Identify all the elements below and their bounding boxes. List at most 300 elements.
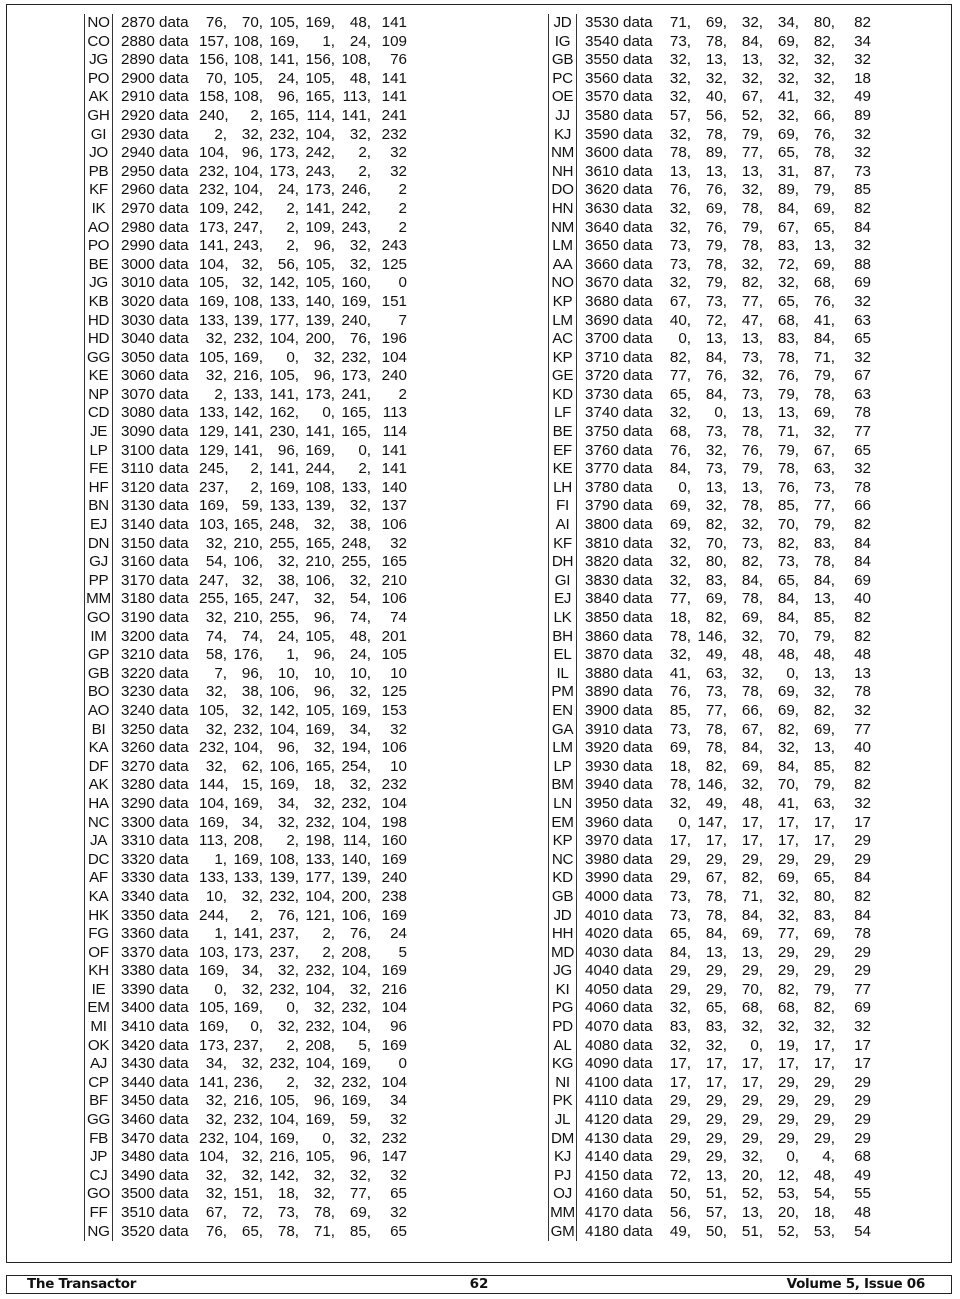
data-value: 169, <box>269 32 299 50</box>
data-value: 32 <box>854 460 871 478</box>
checksum-code: AJ <box>85 1055 113 1074</box>
data-value: 29, <box>741 1129 763 1147</box>
data-value: 29, <box>813 1129 835 1147</box>
line-number: 4050 <box>585 980 619 998</box>
data-value: 2, <box>358 162 371 180</box>
line-number: 3090 <box>121 423 155 441</box>
data-value: 69, <box>777 125 799 143</box>
checksum-code: PB <box>85 163 113 182</box>
data-value: 169, <box>305 720 335 738</box>
checksum-code: GA <box>549 721 577 740</box>
data-value: 32, <box>669 646 691 664</box>
listing-row <box>85 349 407 368</box>
data-value: 106, <box>269 757 299 775</box>
code-line <box>577 535 871 554</box>
data-value: 133, <box>199 869 229 887</box>
checksum-code: EJ <box>85 516 113 535</box>
data-values <box>199 479 407 498</box>
data-value: 69, <box>813 720 835 738</box>
data-values <box>199 1204 407 1223</box>
listing-row <box>85 999 407 1018</box>
data-value: 208, <box>305 1036 335 1054</box>
data-value: 74 <box>390 609 407 626</box>
data-value: 232 <box>381 1129 407 1147</box>
line-number: 4090 <box>585 1055 619 1073</box>
checksum-code: KD <box>549 386 577 405</box>
listing-row <box>549 1111 871 1130</box>
listing-row <box>549 237 871 256</box>
data-value: 77, <box>349 1185 371 1203</box>
data-values <box>199 330 407 349</box>
data-value: 13, <box>813 237 835 255</box>
data-values <box>199 665 407 684</box>
data-value: 32 <box>854 292 871 310</box>
listing-row <box>85 70 407 89</box>
data-value: 109, <box>199 199 229 217</box>
code-line <box>113 460 407 479</box>
data-value: 32, <box>705 497 727 515</box>
listing-row <box>549 609 871 628</box>
data-value: 32, <box>349 1129 371 1147</box>
data-value: 242, <box>233 199 263 217</box>
code-line <box>577 293 871 312</box>
data-value: 70, <box>741 980 763 998</box>
data-keyword: data <box>159 1148 189 1166</box>
data-value: 32, <box>669 199 691 217</box>
data-value: 29, <box>669 869 691 887</box>
data-value: 165, <box>269 106 299 124</box>
data-value: 65, <box>705 999 727 1017</box>
data-keyword: data <box>623 311 653 329</box>
line-number: 3650 <box>585 237 619 255</box>
data-keyword: data <box>623 1185 653 1203</box>
data-value: 133, <box>199 311 229 329</box>
data-values <box>663 888 871 907</box>
data-value: 105, <box>199 999 229 1017</box>
line-number: 3700 <box>585 330 619 348</box>
checksum-code: JE <box>85 423 113 442</box>
line-number: 3480 <box>121 1148 155 1166</box>
data-value: 96, <box>277 441 299 459</box>
data-value: 29, <box>669 1148 691 1166</box>
data-value: 79, <box>741 125 763 143</box>
data-value: 29 <box>854 1129 871 1147</box>
code-line <box>113 683 407 702</box>
data-value: 1, <box>322 32 335 50</box>
data-value: 34, <box>277 794 299 812</box>
checksum-code: KB <box>85 293 113 312</box>
line-number: 3830 <box>585 571 619 589</box>
data-value: 72, <box>669 1166 691 1184</box>
data-value: 242, <box>341 199 371 217</box>
data-keyword: data <box>159 497 189 515</box>
checksum-code: EL <box>549 646 577 665</box>
data-value: 32, <box>241 701 263 719</box>
data-value: 32, <box>741 14 763 31</box>
data-value: 88 <box>854 255 871 273</box>
data-value: 76, <box>669 181 691 199</box>
data-value: 38, <box>277 571 299 589</box>
code-line <box>577 14 871 33</box>
checksum-code: JJ <box>549 107 577 126</box>
data-values <box>199 144 407 163</box>
checksum-code: DN <box>85 535 113 554</box>
line-number: 3120 <box>121 478 155 496</box>
data-values <box>199 200 407 219</box>
data-value: 232, <box>199 181 229 199</box>
data-value: 84, <box>669 460 691 478</box>
data-value: 96, <box>313 646 335 664</box>
data-value: 41, <box>813 311 835 329</box>
code-line <box>113 200 407 219</box>
data-value: 77, <box>669 590 691 608</box>
code-line <box>113 925 407 944</box>
data-values <box>199 814 407 833</box>
checksum-code: LH <box>549 479 577 498</box>
data-value: 169, <box>341 1055 371 1073</box>
data-value: 160, <box>341 274 371 292</box>
checksum-code: NC <box>85 814 113 833</box>
checksum-code: HF <box>85 479 113 498</box>
data-keyword: data <box>623 385 653 403</box>
data-value: 104, <box>233 181 263 199</box>
data-value: 32, <box>669 999 691 1017</box>
data-value: 17, <box>813 832 835 850</box>
listing-row <box>85 851 407 870</box>
data-value: 48, <box>349 69 371 87</box>
data-value: 18, <box>277 1185 299 1203</box>
data-value: 104 <box>381 999 407 1017</box>
line-number: 2870 <box>121 14 155 31</box>
checksum-code: JD <box>549 14 577 33</box>
listing-row <box>85 1148 407 1167</box>
data-value: 2, <box>214 385 227 403</box>
data-value: 2, <box>286 1073 299 1091</box>
data-value: 78, <box>705 125 727 143</box>
line-number: 3630 <box>585 199 619 217</box>
checksum-code: KJ <box>549 1148 577 1167</box>
listing-row <box>549 1223 871 1242</box>
data-value: 216, <box>269 1148 299 1166</box>
data-keyword: data <box>623 255 653 273</box>
code-line <box>113 479 407 498</box>
data-keyword: data <box>159 1018 189 1036</box>
data-keyword: data <box>623 962 653 980</box>
code-line <box>113 107 407 126</box>
data-values <box>663 907 871 926</box>
data-value: 105, <box>305 627 335 645</box>
listing-row <box>549 553 871 572</box>
data-values <box>663 88 871 107</box>
listing-row <box>549 479 871 498</box>
data-value: 41, <box>777 88 799 106</box>
data-value: 0, <box>714 404 727 422</box>
data-value: 79, <box>741 218 763 236</box>
data-value: 141, <box>199 237 229 255</box>
data-value: 67, <box>777 218 799 236</box>
data-value: 105, <box>305 69 335 87</box>
data-value: 84, <box>777 199 799 217</box>
data-value: 63, <box>705 664 727 682</box>
line-number: 4080 <box>585 1036 619 1054</box>
code-line <box>577 683 871 702</box>
data-keyword: data <box>159 292 189 310</box>
code-line <box>113 832 407 851</box>
data-value: 32, <box>777 887 799 905</box>
checksum-code: EJ <box>549 590 577 609</box>
listing-row <box>85 832 407 851</box>
data-values <box>663 851 871 870</box>
line-number: 3940 <box>585 776 619 794</box>
data-value: 230, <box>269 423 299 441</box>
data-value: 198, <box>305 832 335 850</box>
line-number: 3350 <box>121 906 155 924</box>
code-line <box>577 442 871 461</box>
data-value: 157, <box>199 32 229 50</box>
line-number: 4100 <box>585 1073 619 1091</box>
data-value: 29, <box>705 1092 727 1110</box>
data-value: 84, <box>777 590 799 608</box>
data-keyword: data <box>159 385 189 403</box>
line-number: 3950 <box>585 794 619 812</box>
data-value: 83, <box>705 1018 727 1036</box>
code-line <box>113 442 407 461</box>
data-value: 2, <box>250 106 263 124</box>
checksum-code: NP <box>85 386 113 405</box>
data-value: 29, <box>705 1148 727 1166</box>
data-value: 247, <box>269 590 299 608</box>
data-values <box>199 646 407 665</box>
data-value: 10 <box>390 757 407 775</box>
listing-row <box>85 646 407 665</box>
code-line <box>113 293 407 312</box>
line-number: 2940 <box>121 144 155 162</box>
data-keyword: data <box>623 720 653 738</box>
line-number: 3440 <box>121 1073 155 1091</box>
checksum-code: NO <box>549 274 577 293</box>
checksum-code: KP <box>549 832 577 851</box>
data-value: 79, <box>813 367 835 385</box>
line-number: 2880 <box>121 32 155 50</box>
data-value: 141 <box>381 14 407 31</box>
data-value: 53, <box>813 1222 835 1240</box>
data-value: 13, <box>705 1166 727 1184</box>
line-number: 3520 <box>121 1222 155 1240</box>
data-values <box>199 349 407 368</box>
data-value: 125 <box>381 255 407 273</box>
data-values <box>199 312 407 331</box>
data-value: 32, <box>777 51 799 69</box>
data-value: 78, <box>705 906 727 924</box>
data-value: 34, <box>205 1055 227 1073</box>
listing-row <box>549 721 871 740</box>
code-line <box>113 646 407 665</box>
checksum-code: GG <box>85 1111 113 1130</box>
listing-row <box>85 367 407 386</box>
data-keyword: data <box>159 274 189 292</box>
data-value: 142, <box>269 274 299 292</box>
data-value: 78 <box>854 478 871 496</box>
line-number: 3180 <box>121 590 155 608</box>
data-value: 232, <box>233 1111 263 1129</box>
data-value: 24, <box>277 69 299 87</box>
data-value: 32 <box>854 51 871 69</box>
data-value: 169, <box>269 478 299 496</box>
line-number: 4060 <box>585 999 619 1017</box>
code-line <box>113 721 407 740</box>
data-keyword: data <box>623 757 653 775</box>
data-keyword: data <box>159 162 189 180</box>
listing-row <box>549 107 871 126</box>
data-value: 63 <box>854 385 871 403</box>
data-keyword: data <box>623 887 653 905</box>
data-value: 77, <box>777 925 799 943</box>
data-value: 78, <box>777 348 799 366</box>
checksum-code: HD <box>85 330 113 349</box>
data-values <box>663 1092 871 1111</box>
data-keyword: data <box>623 980 653 998</box>
line-number: 3860 <box>585 627 619 645</box>
checksum-code: OK <box>85 1037 113 1056</box>
line-number: 4120 <box>585 1111 619 1129</box>
data-values <box>199 1148 407 1167</box>
data-value: 133, <box>233 869 263 887</box>
data-value: 83, <box>813 534 835 552</box>
code-line <box>113 1204 407 1223</box>
data-values <box>199 776 407 795</box>
data-values <box>199 1055 407 1074</box>
checksum-code: BO <box>85 683 113 702</box>
line-number: 3790 <box>585 497 619 515</box>
listing-row <box>85 1018 407 1037</box>
data-value: 237, <box>269 943 299 961</box>
data-value: 29, <box>741 1092 763 1110</box>
data-values <box>663 944 871 963</box>
data-keyword: data <box>159 255 189 273</box>
data-value: 169, <box>233 999 263 1017</box>
code-line <box>577 460 871 479</box>
code-line <box>577 274 871 293</box>
data-value: 85, <box>669 701 691 719</box>
data-value: 162, <box>269 404 299 422</box>
listing-row <box>549 70 871 89</box>
data-value: 54 <box>854 1222 871 1240</box>
data-value: 48, <box>813 1166 835 1184</box>
data-value: 96, <box>241 664 263 682</box>
code-line <box>113 535 407 554</box>
data-values <box>663 51 871 70</box>
data-value: 17 <box>854 813 871 831</box>
data-value: 69, <box>741 609 763 626</box>
data-value: 48 <box>854 646 871 664</box>
listing-row <box>549 646 871 665</box>
listing-row <box>549 367 871 386</box>
line-number: 3870 <box>585 646 619 664</box>
data-keyword: data <box>159 832 189 850</box>
listing-row <box>85 386 407 405</box>
data-value: 32, <box>313 516 335 534</box>
checksum-code: AK <box>85 88 113 107</box>
data-values <box>663 144 871 163</box>
listing-row <box>85 14 407 33</box>
data-values <box>663 535 871 554</box>
data-value: 32, <box>313 1073 335 1091</box>
data-keyword: data <box>623 776 653 794</box>
checksum-code: HK <box>85 907 113 926</box>
code-line <box>577 1148 871 1167</box>
line-number: 3340 <box>121 887 155 905</box>
data-value: 104, <box>199 255 229 273</box>
data-value: 78, <box>669 144 691 162</box>
data-value: 76, <box>669 683 691 701</box>
data-value: 169, <box>341 292 371 310</box>
data-value: 7, <box>214 664 227 682</box>
data-values <box>663 832 871 851</box>
listing-row <box>85 1167 407 1186</box>
data-value: 29 <box>854 850 871 868</box>
line-number: 3930 <box>585 757 619 775</box>
line-number: 3890 <box>585 683 619 701</box>
data-keyword: data <box>159 125 189 143</box>
data-value: 80, <box>813 14 835 31</box>
checksum-code: KE <box>549 460 577 479</box>
data-value: 32, <box>349 125 371 143</box>
checksum-code: IM <box>85 628 113 647</box>
data-value: 104, <box>305 887 335 905</box>
data-value: 32, <box>669 534 691 552</box>
data-value: 48, <box>741 646 763 664</box>
checksum-code: NM <box>549 219 577 238</box>
data-value: 48, <box>349 14 371 31</box>
data-value: 108, <box>269 850 299 868</box>
data-values <box>199 442 407 461</box>
code-line <box>113 944 407 963</box>
data-value: 29, <box>741 850 763 868</box>
data-values <box>663 274 871 293</box>
listing-row <box>85 219 407 238</box>
data-values <box>199 516 407 535</box>
data-values <box>663 367 871 386</box>
data-values <box>663 330 871 349</box>
data-keyword: data <box>623 701 653 719</box>
data-value: 40, <box>669 311 691 329</box>
data-value: 29 <box>854 832 871 850</box>
data-value: 151 <box>381 292 407 310</box>
data-keyword: data <box>159 404 189 422</box>
data-value: 146, <box>697 776 727 794</box>
line-number: 3880 <box>585 664 619 682</box>
listing-row <box>549 386 871 405</box>
data-value: 173, <box>269 144 299 162</box>
listing-row <box>85 795 407 814</box>
data-value: 32, <box>313 1185 335 1203</box>
data-value: 78, <box>741 199 763 217</box>
listing-row <box>549 516 871 535</box>
listing-row <box>85 758 407 777</box>
data-value: 67, <box>741 88 763 106</box>
data-value: 141 <box>381 69 407 87</box>
line-number: 3610 <box>585 162 619 180</box>
checksum-code: IE <box>85 981 113 1000</box>
data-value: 32, <box>241 125 263 143</box>
data-keyword: data <box>623 51 653 69</box>
data-values <box>199 1037 407 1056</box>
data-values <box>663 1037 871 1056</box>
data-value: 82, <box>741 553 763 571</box>
data-value: 69, <box>813 925 835 943</box>
data-value: 79, <box>705 274 727 292</box>
data-value: 54, <box>349 590 371 608</box>
